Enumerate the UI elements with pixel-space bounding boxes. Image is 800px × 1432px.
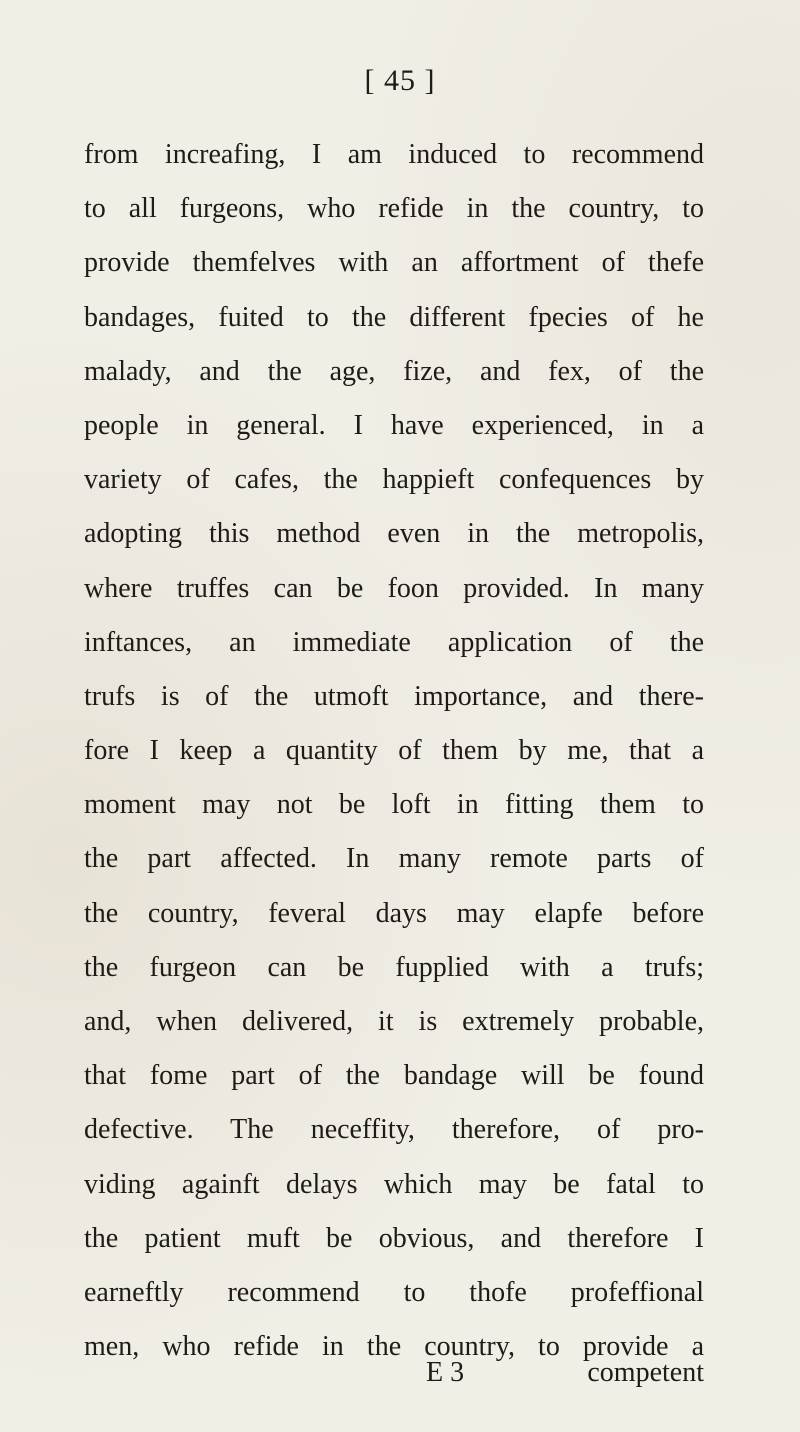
text-line: the furgeon can be fupplied with a trufs; (84, 951, 704, 983)
text-line: that fome part of the bandage will be found (84, 1060, 704, 1092)
text-line: provide themfelves with an affortment of thefe (84, 247, 704, 279)
catchword: competent (587, 1357, 704, 1388)
text-line: adopting this method even in the metropolis, (84, 518, 704, 550)
text-line: malady, and the age, fize, and fex, of the (84, 355, 704, 387)
text-line: men, who refide in the country, to provide a (84, 1331, 704, 1363)
page-footer (84, 1346, 704, 1400)
text-line: and, when delivered, it is extremely probable, (84, 1006, 704, 1037)
text-line: where truffes can be foon provided. In many (84, 572, 704, 604)
text-line: viding againft delays which may be fatal to (84, 1168, 704, 1200)
text-line: people in general. I have experienced, in a (84, 409, 704, 441)
text-line: the country, feveral days may elapfe before (84, 897, 704, 929)
text-line: variety of cafes, the happieft confequences by (84, 464, 704, 496)
text-line: trufs is of the utmoft importance, and there- (84, 680, 704, 712)
text-line: to all furgeons, who refide in the country, to (84, 193, 704, 225)
body-text (84, 128, 704, 1374)
text-line: the part affected. In many remote parts of (84, 843, 704, 875)
text-line: from increafing, I am induced to recommend (84, 139, 704, 170)
text-line: bandages, fuited to the different fpecies of he (84, 301, 704, 333)
text-line: earneftly recommend to thofe profeffional (84, 1276, 704, 1308)
text-line: fore I keep a quantity of them by me, that a (84, 735, 704, 767)
page-number: [ 45 ] (364, 64, 436, 97)
text-line: the patient muft be obvious, and therefore I (84, 1222, 704, 1254)
signature-mark: E 3 (426, 1357, 465, 1388)
text-line: defective. The neceffity, therefore, of pro- (84, 1114, 704, 1146)
text-line: moment may not be loft in fitting them to (84, 789, 704, 821)
text-line: inftances, an immediate application of the (84, 626, 704, 658)
